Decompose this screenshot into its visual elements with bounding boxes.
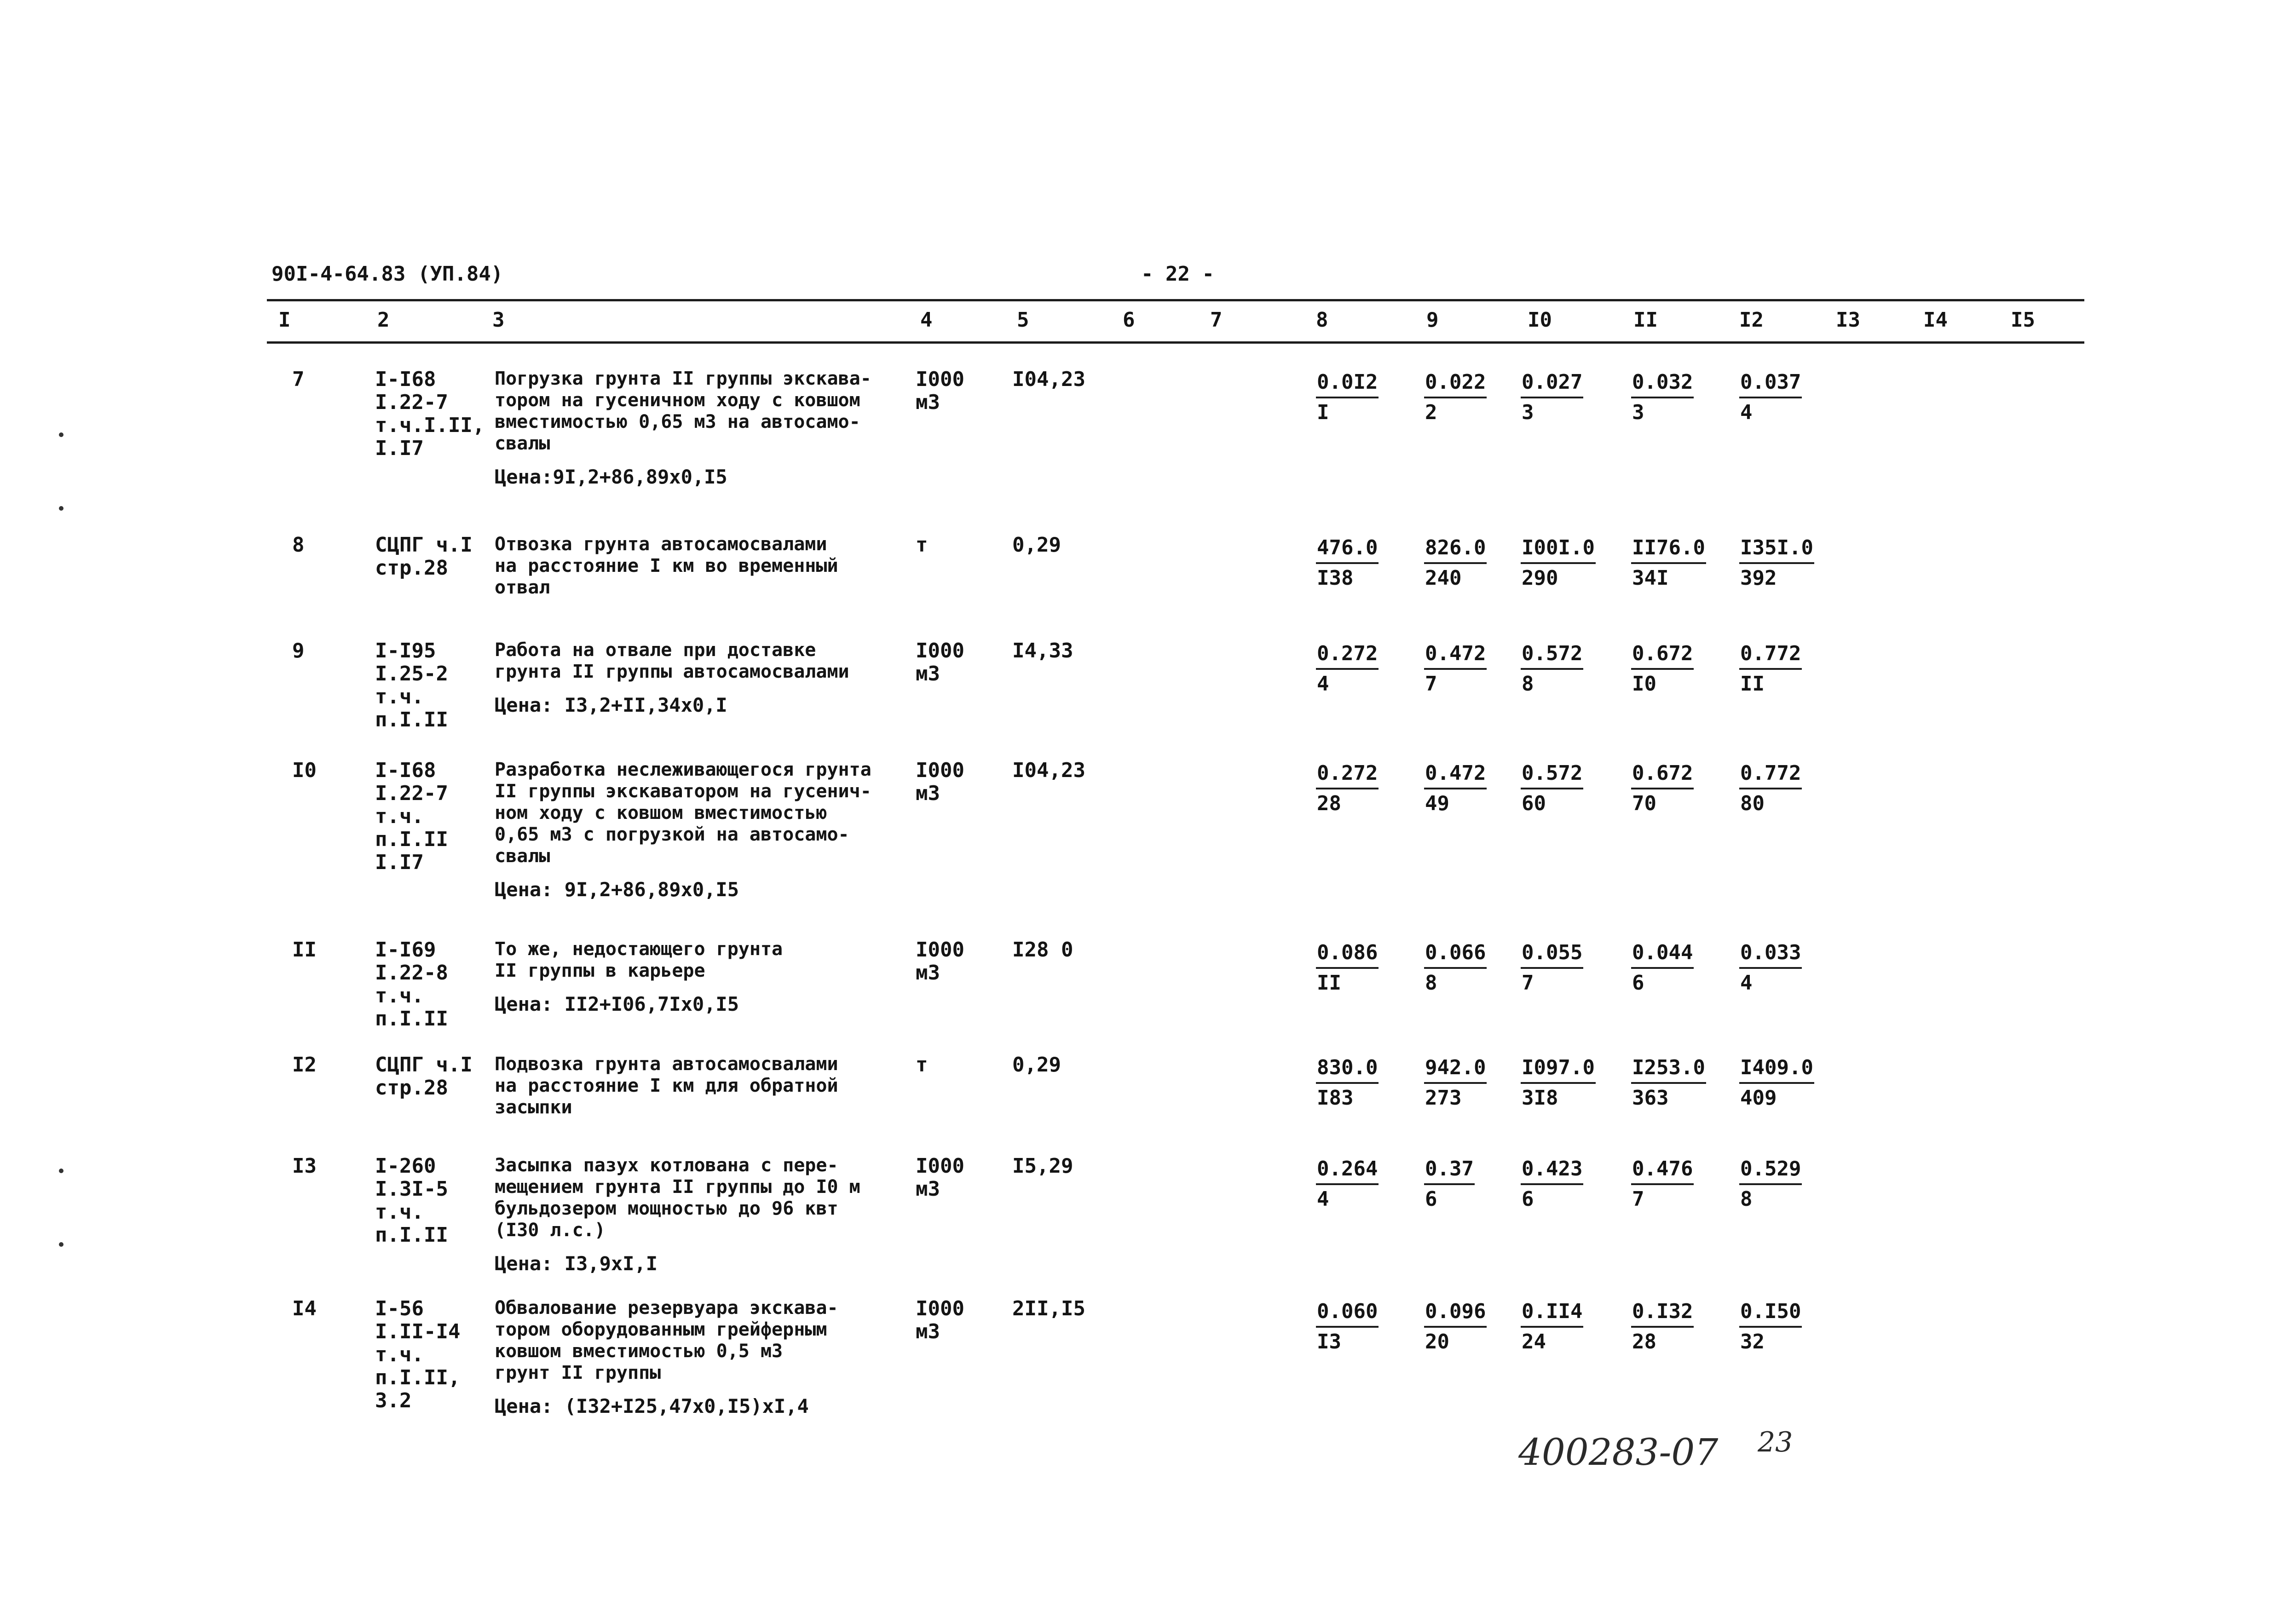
fraction-denominator: 28 [1632, 1330, 1656, 1353]
unit-price: 0,29 [1012, 533, 1061, 557]
norm-code: I-I69 I.22-8 т.ч. п.I.II [375, 938, 448, 1031]
quantity-fraction [1521, 368, 1583, 427]
fraction-numerator: 0.032 [1631, 368, 1694, 398]
fraction-numerator: 0.772 [1739, 759, 1802, 789]
row-number: 8 [292, 533, 305, 557]
column-number: 2 [377, 308, 390, 332]
fraction-numerator: 0.672 [1631, 639, 1694, 670]
fraction-denominator: 20 [1425, 1330, 1449, 1353]
quantity-fraction [1521, 639, 1583, 698]
quantity-fraction [1739, 1155, 1802, 1214]
quantity-fraction [1631, 939, 1694, 997]
row-number: I0 [292, 759, 317, 782]
fraction-denominator: 363 [1632, 1086, 1669, 1110]
column-number: I0 [1528, 308, 1552, 332]
work-description: Погрузка грунта II группы экскава- тором на гусеничном ходу с ковшом вместимостью 0,65 м3 на автосамо- свалы [495, 368, 871, 454]
price-formula: Цена: I3,2+II,34x0,I [495, 694, 727, 716]
work-description: Засыпка пазух котлована с пере- мещением грунта II группы до I0 м бульдозером мощностью до 96 квт (I30 л.с.) [495, 1155, 860, 1241]
fraction-numerator: 0.027 [1521, 368, 1583, 398]
quantity-fraction [1739, 534, 1814, 593]
quantity-fraction [1316, 534, 1379, 593]
fraction-denominator: 60 [1522, 792, 1546, 815]
quantity-fraction [1521, 534, 1596, 593]
unit-price: I04,23 [1012, 368, 1085, 391]
work-description: Подвозка грунта автосамосвалами на расстояние I км для обратной засыпки [495, 1054, 838, 1118]
quantity-fraction [1521, 1054, 1596, 1112]
price-formula: Цена: (I32+I25,47x0,I5)xI,4 [495, 1395, 809, 1417]
fraction-numerator: 0.086 [1316, 939, 1379, 969]
fraction-numerator: 0.I50 [1739, 1297, 1802, 1328]
quantity-fraction [1316, 639, 1379, 698]
fraction-denominator: 273 [1425, 1086, 1462, 1110]
fraction-denominator: 32 [1740, 1330, 1765, 1353]
row-number: I4 [292, 1297, 317, 1320]
fraction-numerator: 0.572 [1521, 759, 1583, 789]
fraction-numerator: 0.264 [1316, 1155, 1379, 1185]
work-description: Разработка неслеживающегося грунта II группы экскаватором на гусенич- ном ходу с ковшом вместимостью 0,65 м3 с погрузкой на автосамо- свалы [495, 759, 871, 867]
unit-of-measure: I000 м3 [916, 1297, 964, 1343]
fraction-numerator: 0.096 [1424, 1297, 1487, 1328]
archive-stamp-number: 400283-07 [1518, 1431, 1719, 1474]
fraction-denominator: 28 [1317, 792, 1341, 815]
fraction-denominator: 4 [1317, 1187, 1329, 1211]
fraction-numerator: 0.272 [1316, 639, 1379, 670]
sheet-number: 23 [1758, 1426, 1793, 1458]
fraction-denominator: II [1740, 672, 1765, 696]
fraction-numerator: 0.529 [1739, 1155, 1802, 1185]
page-number: - 22 - [1141, 262, 1214, 286]
fraction-numerator: 942.0 [1424, 1054, 1487, 1084]
work-description: Работа на отвале при доставке грунта II группы автосамосвалами [495, 639, 849, 682]
fraction-numerator: 0.472 [1424, 759, 1487, 789]
quantity-fraction [1521, 759, 1583, 818]
scan-mark [59, 1169, 63, 1173]
fraction-numerator: I00I.0 [1521, 534, 1596, 564]
column-number: I3 [1836, 308, 1860, 332]
quantity-fraction [1739, 368, 1802, 427]
fraction-numerator: I253.0 [1631, 1054, 1706, 1084]
quantity-fraction [1316, 368, 1379, 427]
fraction-denominator: 4 [1740, 971, 1753, 995]
scan-mark [59, 1242, 63, 1247]
quantity-fraction [1739, 759, 1802, 818]
fraction-denominator: 80 [1740, 792, 1765, 815]
column-number: 3 [492, 308, 505, 332]
price-formula: Цена:9I,2+86,89x0,I5 [495, 466, 727, 488]
price-formula: Цена: 9I,2+86,89x0,I5 [495, 878, 739, 901]
fraction-numerator: I409.0 [1739, 1054, 1814, 1084]
quantity-fraction [1424, 368, 1487, 427]
fraction-denominator: 24 [1522, 1330, 1546, 1353]
quantity-fraction [1631, 759, 1694, 818]
quantity-fraction [1631, 639, 1694, 698]
fraction-denominator: 392 [1740, 566, 1777, 590]
fraction-numerator: 476.0 [1316, 534, 1379, 564]
fraction-numerator: I097.0 [1521, 1054, 1596, 1084]
quantity-fraction [1424, 639, 1487, 698]
fraction-denominator: II [1317, 971, 1341, 995]
unit-of-measure: I000 м3 [916, 1154, 964, 1201]
quantity-fraction [1316, 1297, 1379, 1356]
column-number: 7 [1210, 308, 1223, 332]
work-description: Отвозка грунта автосамосвалами на расстояние I км во временный отвал [495, 534, 838, 598]
row-number: 7 [292, 368, 305, 391]
unit-price: I4,33 [1012, 639, 1073, 662]
fraction-denominator: 70 [1632, 792, 1656, 815]
unit-price: I5,29 [1012, 1154, 1073, 1178]
quantity-fraction [1739, 1297, 1802, 1356]
quantity-fraction [1424, 1297, 1487, 1356]
fraction-denominator: 2 [1425, 401, 1437, 424]
unit-price: I28 0 [1012, 938, 1073, 962]
fraction-denominator: 34I [1632, 566, 1669, 590]
quantity-fraction [1739, 939, 1802, 997]
scan-mark [59, 432, 63, 437]
fraction-numerator: 0.0I2 [1316, 368, 1379, 398]
fraction-denominator: 3 [1632, 401, 1644, 424]
unit-of-measure: т [916, 1053, 928, 1077]
norm-code: I-I68 I.22-7 т.ч.I.II, I.I7 [375, 368, 485, 460]
fraction-denominator: I [1317, 401, 1329, 424]
quantity-fraction [1316, 939, 1379, 997]
column-number: 4 [920, 308, 933, 332]
quantity-fraction [1631, 1155, 1694, 1214]
fraction-denominator: 8 [1425, 971, 1437, 995]
unit-price: I04,23 [1012, 759, 1085, 782]
quantity-fraction [1424, 939, 1487, 997]
fraction-denominator: 240 [1425, 566, 1462, 590]
unit-of-measure: I000 м3 [916, 639, 964, 685]
column-number: 9 [1426, 308, 1439, 332]
quantity-fraction [1424, 534, 1487, 593]
fraction-denominator: 6 [1425, 1187, 1437, 1211]
fraction-numerator: 0.572 [1521, 639, 1583, 670]
column-number: 6 [1123, 308, 1135, 332]
unit-price: 2II,I5 [1012, 1297, 1085, 1320]
fraction-denominator: 7 [1632, 1187, 1644, 1211]
quantity-fraction [1424, 759, 1487, 818]
price-formula: Цена: II2+I06,7Ix0,I5 [495, 993, 739, 1015]
fraction-numerator: 0.476 [1631, 1155, 1694, 1185]
fraction-numerator: 830.0 [1316, 1054, 1379, 1084]
norm-code: СЦПГ ч.I стр.28 [375, 1053, 473, 1100]
fraction-denominator: 3 [1522, 401, 1534, 424]
quantity-fraction [1631, 534, 1706, 593]
quantity-fraction [1631, 1297, 1694, 1356]
row-number: I3 [292, 1154, 317, 1178]
fraction-denominator: I38 [1317, 566, 1354, 590]
quantity-fraction [1631, 368, 1694, 427]
fraction-denominator: 3I8 [1522, 1086, 1558, 1110]
quantity-fraction [1739, 639, 1802, 698]
fraction-denominator: 49 [1425, 792, 1449, 815]
quantity-fraction [1316, 1054, 1379, 1112]
fraction-numerator: 0.37 [1424, 1155, 1475, 1185]
fraction-numerator: 0.055 [1521, 939, 1583, 969]
norm-code: I-I95 I.25-2 т.ч. п.I.II [375, 639, 448, 731]
fraction-denominator: 7 [1425, 672, 1437, 696]
norm-code: I-I68 I.22-7 т.ч. п.I.II I.I7 [375, 759, 448, 874]
unit-of-measure: I000 м3 [916, 938, 964, 985]
quantity-fraction [1424, 1054, 1487, 1112]
fraction-denominator: I3 [1317, 1330, 1341, 1353]
fraction-numerator: 0.066 [1424, 939, 1487, 969]
column-number: I5 [2011, 308, 2035, 332]
norm-code: I-260 I.3I-5 т.ч. п.I.II [375, 1154, 448, 1247]
row-number: I2 [292, 1053, 317, 1077]
quantity-fraction [1521, 1155, 1583, 1214]
norm-code: СЦПГ ч.I стр.28 [375, 533, 473, 580]
fraction-numerator: 0.060 [1316, 1297, 1379, 1328]
fraction-numerator: I35I.0 [1739, 534, 1814, 564]
column-number: 5 [1017, 308, 1029, 332]
fraction-denominator: 409 [1740, 1086, 1777, 1110]
header-top-rule [267, 299, 2084, 301]
quantity-fraction [1316, 1155, 1379, 1214]
fraction-denominator: I0 [1632, 672, 1656, 696]
fraction-numerator: 0.037 [1739, 368, 1802, 398]
row-number: 9 [292, 639, 305, 662]
price-formula: Цена: I3,9xI,I [495, 1252, 658, 1275]
fraction-numerator: 0.672 [1631, 759, 1694, 789]
quantity-fraction [1521, 1297, 1583, 1356]
fraction-numerator: 0.772 [1739, 639, 1802, 670]
fraction-denominator: 4 [1740, 401, 1753, 424]
row-number: II [292, 938, 317, 962]
quantity-fraction [1424, 1155, 1475, 1214]
unit-of-measure: I000 м3 [916, 368, 964, 414]
fraction-numerator: 0.022 [1424, 368, 1487, 398]
fraction-numerator: 0.423 [1521, 1155, 1583, 1185]
column-number: II [1633, 308, 1658, 332]
fraction-numerator: 826.0 [1424, 534, 1487, 564]
fraction-denominator: 8 [1522, 672, 1534, 696]
quantity-fraction [1631, 1054, 1706, 1112]
column-number: I [278, 308, 291, 332]
column-number: I4 [1923, 308, 1948, 332]
quantity-fraction [1739, 1054, 1814, 1112]
norm-code: I-56 I.II-I4 т.ч. п.I.II, 3.2 [375, 1297, 461, 1412]
fraction-denominator: I83 [1317, 1086, 1354, 1110]
document-code: 90I-4-64.83 (УП.84) [271, 262, 503, 286]
unit-of-measure: т [916, 533, 928, 557]
work-description: Обвалование резервуара экскава- тором оборудованным грейферным ковшом вместимостью 0,5 м3 грунт II группы [495, 1297, 838, 1383]
column-number: I2 [1739, 308, 1764, 332]
fraction-numerator: 0.II4 [1521, 1297, 1583, 1328]
quantity-fraction [1521, 939, 1583, 997]
fraction-numerator: 0.044 [1631, 939, 1694, 969]
unit-price: 0,29 [1012, 1053, 1061, 1077]
scan-mark [59, 506, 63, 511]
fraction-numerator: 0.472 [1424, 639, 1487, 670]
header-bottom-rule [267, 341, 2084, 344]
fraction-numerator: 0.033 [1739, 939, 1802, 969]
fraction-numerator: 0.272 [1316, 759, 1379, 789]
unit-of-measure: I000 м3 [916, 759, 964, 805]
fraction-denominator: 6 [1522, 1187, 1534, 1211]
fraction-denominator: 4 [1317, 672, 1329, 696]
work-description: То же, недостающего грунта II группы в карьере [495, 939, 783, 981]
fraction-denominator: 8 [1740, 1187, 1753, 1211]
quantity-fraction [1316, 759, 1379, 818]
fraction-denominator: 7 [1522, 971, 1534, 995]
fraction-numerator: 0.I32 [1631, 1297, 1694, 1328]
fraction-denominator: 290 [1522, 566, 1558, 590]
column-number: 8 [1316, 308, 1328, 332]
fraction-denominator: 6 [1632, 971, 1644, 995]
fraction-numerator: II76.0 [1631, 534, 1706, 564]
